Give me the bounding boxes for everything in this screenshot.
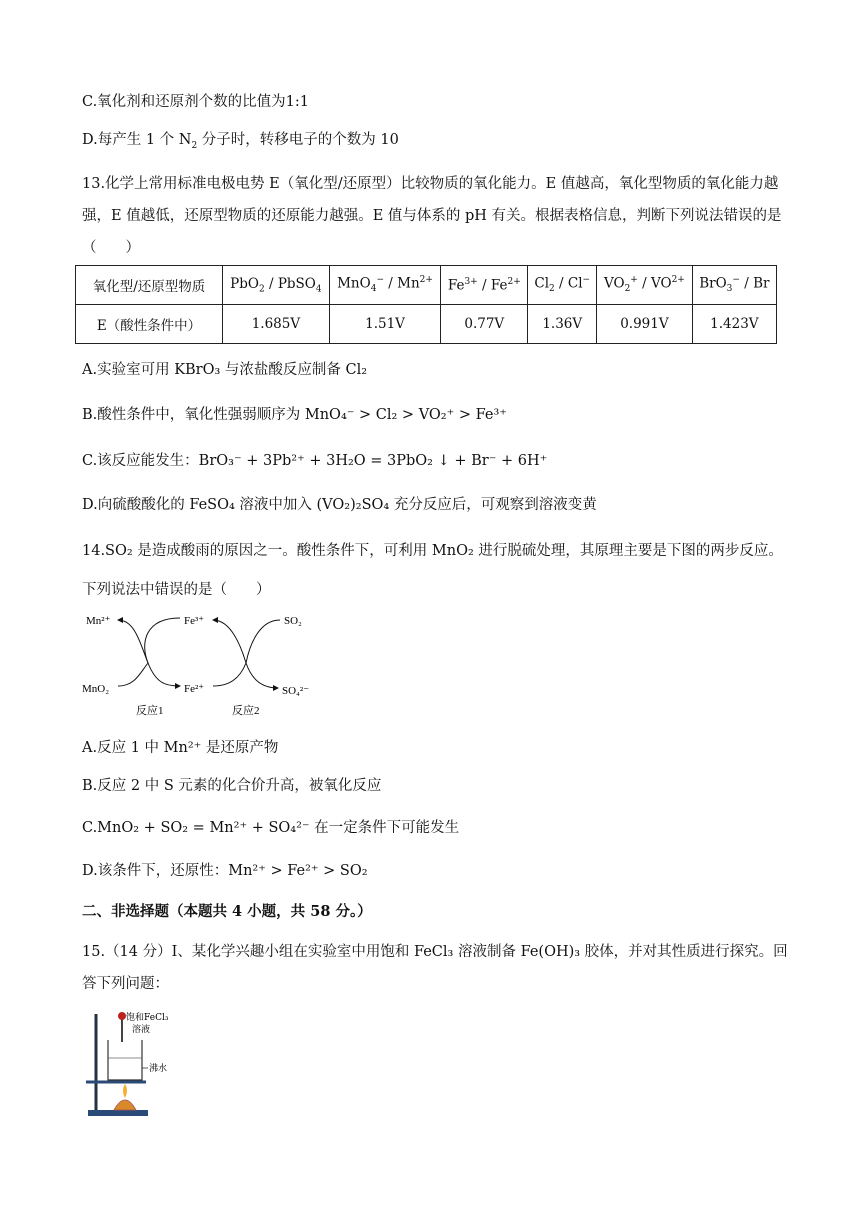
couple-bro3: BrO$_3$− / Br xyxy=(692,266,776,305)
q15-stem: 15.（14 分）I、某化学兴趣小组在实验室中用饱和 FeCl₃ 溶液制备 Fe(OH)₃ 胶体，并对其性质进行探究。回答下列问题： xyxy=(82,944,788,992)
label-reaction-1: 反应1 xyxy=(136,705,164,717)
dropper-bulb xyxy=(118,1012,126,1020)
arrow-fe2 xyxy=(213,663,246,686)
couple-vo2: $VO_2^+ / VO^{2+}$ xyxy=(597,266,693,305)
table-row xyxy=(76,305,777,344)
couple-fe: $Fe^{3+} / Fe^{2+}$ xyxy=(441,266,528,305)
label-reaction-2: 反应2 xyxy=(232,705,260,717)
label-so4: SO₄²⁻ xyxy=(282,685,310,697)
q14-stem-2: 下列说法中错误的是（ ） xyxy=(82,582,271,598)
table-row xyxy=(76,266,777,305)
q12-option-d-text: D.每产生 1 个 N xyxy=(82,132,192,148)
q14-option-b: B.反应 2 中 S 元素的化合价升高，被氧化反应 xyxy=(82,778,382,794)
beaker xyxy=(108,1040,142,1080)
q12-option-d-sub: 2 xyxy=(191,140,198,151)
arrow-fe3-to-mn xyxy=(145,618,180,663)
table-cell: 0.77V xyxy=(441,305,528,344)
table-cell: 0.991V xyxy=(597,305,693,344)
table-header-cell: 氧化型/还原型物质 xyxy=(76,266,223,305)
table-cell: 1.685V xyxy=(223,305,330,344)
section-2-heading: 二、非选择题（本题共 4 小题，共 58 分。） xyxy=(82,903,372,920)
label-fe2: Fe²⁺ xyxy=(184,683,205,695)
label-mno2: MnO₂ xyxy=(82,683,110,695)
arrow-to-fe3 xyxy=(213,620,246,663)
q12-option-d xyxy=(82,130,399,156)
q14-option-c: C.MnO₂ + SO₂ = Mn²⁺ + SO₄²⁻ 在一定条件下可能发生 xyxy=(82,820,460,836)
electrode-potential-table xyxy=(75,265,777,344)
label-mn2: Mn²⁺ xyxy=(86,615,111,627)
label-fe3: Fe³⁺ xyxy=(184,615,205,627)
alcohol-lamp xyxy=(114,1100,136,1110)
reaction-cycle-diagram xyxy=(80,608,320,720)
q13-option-c: C.该反应能发生：BrO₃⁻ + 3Pb²⁺ + 3H₂O = 3PbO₂ ↓ + Br⁻ + 6H⁺ xyxy=(82,453,548,469)
arrow-so2 xyxy=(246,620,280,663)
couple-pbo2: PbO$_2$ / PbSO$_4$ xyxy=(223,266,330,305)
arrow-to-fe2 xyxy=(148,663,180,686)
stand-base xyxy=(88,1110,148,1116)
q14-option-a: A.反应 1 中 Mn²⁺ 是还原产物 xyxy=(82,740,279,756)
table-cell: 1.423V xyxy=(692,305,776,344)
q13-stem: 13.化学上常用标准电极电势 E（氧化型/还原型）比较物质的氧化能力。E 值越高，氧化型物质的氧化能力越强，E 值越低，还原型物质的还原能力越强。E 值与体系的 pH 有关。根据表格信息，判断下列说法错误的是（ ） xyxy=(82,176,782,256)
table-cell: 1.36V xyxy=(528,305,597,344)
q13-option-a: A.实验室可用 KBrO₃ 与浓盐酸反应制备 Cl₂ xyxy=(82,362,368,378)
label-so2: SO₂ xyxy=(284,615,302,627)
colloid-apparatus-figure xyxy=(84,1010,194,1120)
couple-cl: $Cl_2 / Cl^-$ xyxy=(528,266,597,305)
q12-option-c: C.氧化剂和还原剂个数的比值为1:1 xyxy=(82,94,310,110)
table-cell: 1.51V xyxy=(329,305,440,344)
arrow-to-mn2 xyxy=(118,620,148,663)
q13-option-d: D.向硫酸酸化的 FeSO₄ 溶液中加入 (VO₂)₂SO₄ 充分反应后，可观察到溶液变黄 xyxy=(82,497,597,513)
q14-option-d: D.该条件下，还原性：Mn²⁺ > Fe²⁺ > SO₂ xyxy=(82,863,368,879)
apparatus-label-1: 饱和FeCl₃ xyxy=(126,1013,169,1023)
table-header-cell: E（酸性条件中） xyxy=(76,305,223,344)
flame-icon xyxy=(123,1084,127,1098)
q13-option-b: B.酸性条件中，氧化性强弱顺序为 MnO₄⁻ > Cl₂ > VO₂⁺ > Fe³⁺ xyxy=(82,407,507,423)
apparatus-label-3: 沸水 xyxy=(149,1064,168,1074)
q14-stem-1: 14.SO₂ 是造成酸雨的原因之一。酸性条件下，可利用 MnO₂ 进行脱硫处理，其原理主要是下图的两步反应。 xyxy=(82,543,783,559)
arrow-to-so4 xyxy=(246,663,278,688)
q12-option-d-text2: 分子时，转移电子的个数为 10 xyxy=(197,132,399,148)
arrow-mno2 xyxy=(118,663,148,686)
apparatus-label-2: 溶液 xyxy=(132,1025,151,1035)
couple-mno4: $MnO_4^- / Mn^{2+}$ xyxy=(329,266,440,305)
